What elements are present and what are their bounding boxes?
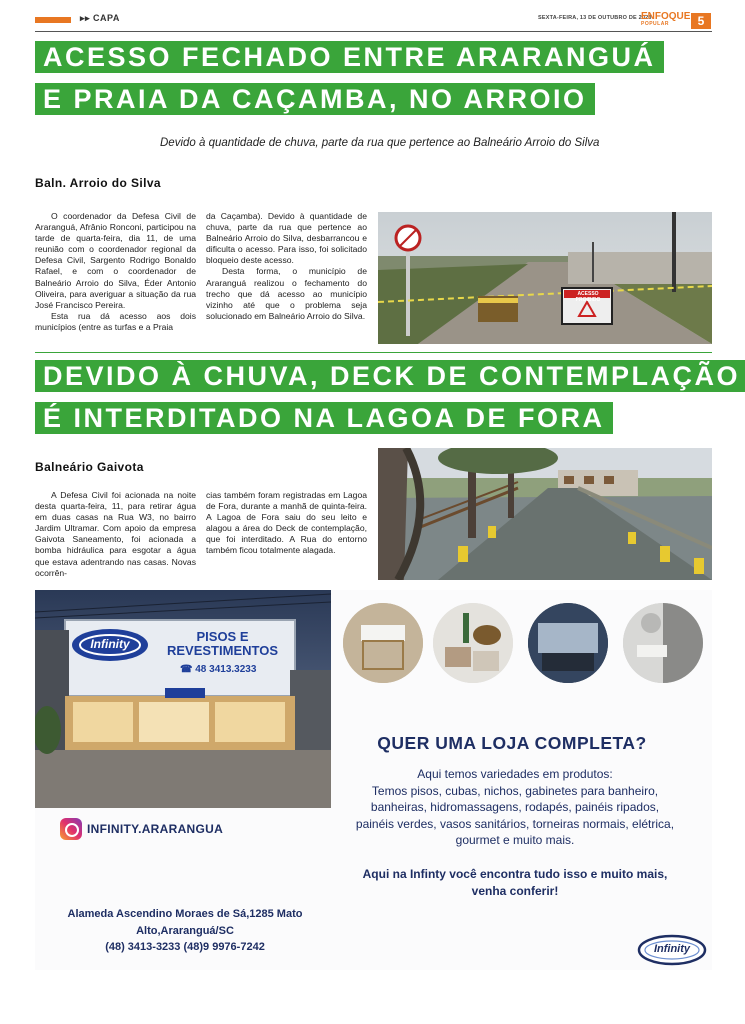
article-1-column-1 [35, 211, 196, 333]
headline-2-line-2: É INTERDITADO NA LAGOA DE FORA [35, 402, 613, 434]
article-1-deck: Devido à quantidade de chuva, parte da rua que pertence ao Balneário Arroio do Silva [160, 137, 600, 149]
store-address [45, 906, 325, 956]
product-photo-floor-samples [433, 603, 513, 683]
article-separator [35, 352, 712, 353]
logo-text: Infinity [653, 943, 691, 955]
store-sign-phone: ☎ 48 3413.3233 [180, 664, 257, 675]
article-1-column-2 [206, 211, 367, 322]
store-sign-line: REVESTIMENTOS [166, 643, 278, 658]
photo-storefront [35, 590, 331, 808]
address-line: Alto,Araranguá/SC [136, 924, 234, 937]
paragraph: Esta rua dá acesso aos dois municípios (entre as turfas e a Praia [35, 310, 196, 332]
cta-line: Aqui na Infinty você encontra tudo isso e muito mais, [362, 867, 668, 881]
ad-text-line: painéis verdes, vasos sanitários, torneiras normais, elétrica, [355, 816, 675, 831]
paragraph: A Defesa Civil foi acionada na noite desta quarta-feira, 11, para retirar água em duas casas na Rua W3, no bairro Jardim Ultramar. Com apoio da empresa Gaivota Saneamento, foi acionada a bomba hidráulica para esgotar a água que estava adentrando nas casas. Novas ocorrên- [35, 490, 196, 578]
page-number: 5 [691, 13, 711, 29]
product-photo-showroom [528, 603, 608, 683]
article-1-location: Baln. Arroio do Silva [35, 176, 161, 190]
paragraph: O coordenador da Defesa Civil de Araranguá, Afrânio Ronconi, participou na tarde de quarta-feira, dia 11, de uma reunião com o coordenador regional da Defesa Civil, Sargento Rodrigo Bonaldo Rafael, e com o coordenador de Balneário Arroio do Silva, Éder Antonio Oliveira, para averiguar a situação da rua José Francisco Pereira. [35, 211, 196, 310]
ad-text-line: Aqui temos variedades em produtos: [417, 767, 613, 781]
article-2-location: Balneário Gaivota [35, 460, 144, 474]
newspaper-logo: ENFOQUE POPULAR [641, 11, 691, 27]
ad-description [335, 766, 695, 849]
issue-date: SEXTA-FEIRA, 13 DE OUTUBRO DE 2023 [538, 15, 652, 21]
headline-1-line-2: E PRAIA DA CAÇAMBA, NO ARROIO [35, 83, 595, 115]
store-sign-line: PISOS E [196, 629, 249, 644]
photo-flooded-deck [378, 448, 712, 580]
headline-1-line-1: ACESSO FECHADO ENTRE ARARANGUÁ [35, 41, 664, 73]
article-2-column-1 [35, 490, 196, 579]
headline-2-line-1: DEVIDO À CHUVA, DECK DE CONTEMPLAÇÃO [35, 360, 745, 392]
product-photo-washbasin [343, 603, 423, 683]
ad-text-line: gourmet e muito mais. [455, 833, 575, 847]
ad-text-line: banheiras, hidromassagens, rodapés, painéis ripados, [370, 800, 660, 814]
ad-call-to-action [335, 866, 695, 899]
paragraph: Desta forma, o município de Araranguá realizou o fechamento do trecho que dá acesso ao município vizinho até que o problema seja solucionado em Balneário Arroio do Silva. [206, 266, 367, 321]
infinity-logo [637, 934, 707, 966]
cta-line: venha conferir! [471, 883, 559, 898]
header-rule [35, 31, 712, 32]
paragraph: cias também foram registradas em Lagoa de Fora, durante a manhã de quinta-feira. A Lagoa de Fora saiu do seu leito e alagou a área do Deck de contemplação, que foi interditado. A Rua do entorno também ficou totalmente alagada. [206, 490, 367, 556]
ad-title: QUER UMA LOJA COMPLETA? [377, 733, 647, 753]
article-2-column-2 [206, 490, 367, 557]
store-sign-text [155, 630, 290, 658]
ad-text-line: Temos pisos, cubas, nichos, gabinetes para banheiro, [371, 783, 659, 798]
paragraph: da Caçamba). Devido à quantidade de chuva, parte da rua que pertence ao Balneário Arroio do Silva, desbarrancou e dificulta o acesso. Para isso, foi solicitado bloqueio deste acesso. [206, 211, 367, 266]
section-label: ▸▸ CAPA [80, 13, 120, 23]
sign-text: ACESSO PROIBIDO [575, 291, 601, 303]
instagram-icon[interactable] [60, 818, 82, 840]
store-sign-logo: Infinity [90, 637, 130, 651]
address-line: Alameda Ascendino Moraes de Sá,1285 Mato [67, 908, 303, 920]
instagram-handle[interactable]: INFINITY.ARARANGUA [87, 822, 224, 836]
store-phones: (48) 3413-3233 (48)9 9976-7242 [105, 941, 265, 953]
photo-blocked-road [378, 212, 712, 344]
product-photo-bathroom [623, 603, 703, 683]
header-accent-bar [35, 17, 71, 23]
